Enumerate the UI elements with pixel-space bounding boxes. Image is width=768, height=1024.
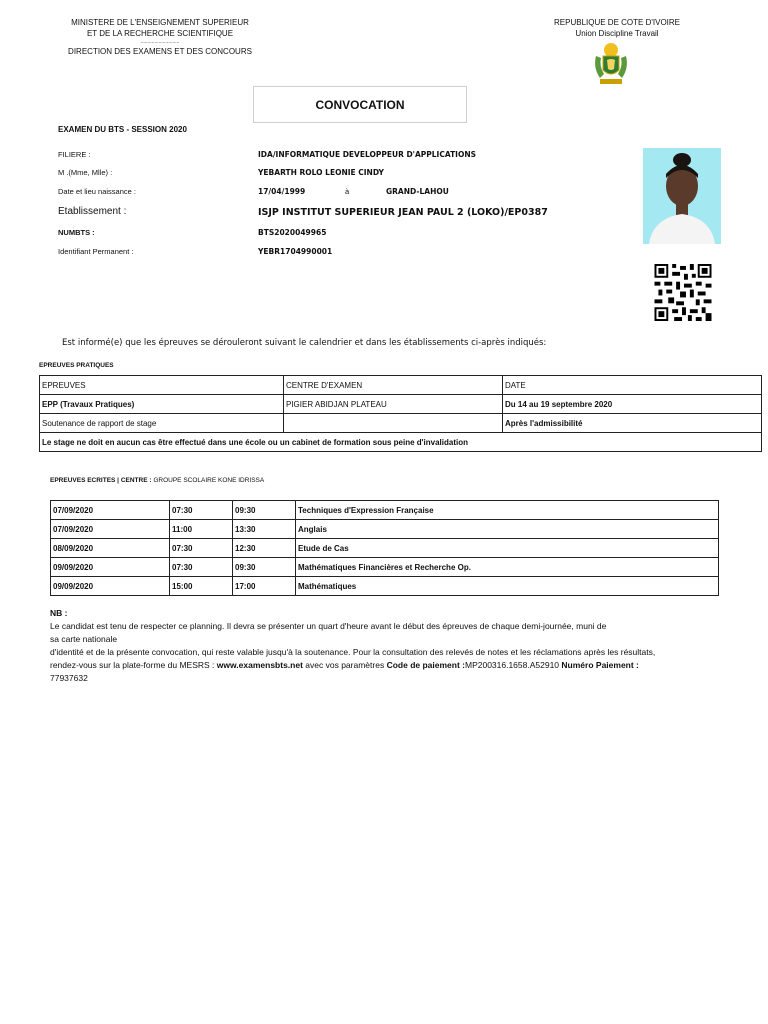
nb-line4b: avec vos paramètres	[305, 660, 385, 670]
exam-end: 17:00	[233, 577, 296, 596]
exam-date: 09/09/2020	[51, 577, 170, 596]
written-table	[50, 500, 719, 596]
page-title: CONVOCATION	[253, 86, 467, 123]
exam-date: 07/09/2020	[51, 520, 170, 539]
inform-text: Est informé(e) que les épreuves se dérouleront suivant le calendrier et dans les établissements ci-après indiqués:	[62, 338, 547, 348]
exam-start: 07:30	[170, 539, 233, 558]
birth-label: Date et lieu naissance :	[58, 187, 136, 196]
nb-line2: sa carte nationale	[50, 634, 118, 644]
nb-line4	[50, 659, 730, 672]
written-label: EPREUVES ECRITES |	[50, 477, 120, 484]
coat-of-arms-icon	[590, 42, 632, 86]
exam-end: 13:30	[233, 520, 296, 539]
nb-title: NB :	[50, 608, 68, 618]
header-date: DATE	[503, 376, 762, 395]
exam-start: 07:30	[170, 558, 233, 577]
ident-value: YEBR1704990001	[258, 247, 333, 256]
exam-date: 09/09/2020	[51, 558, 170, 577]
exam-start: 15:00	[170, 577, 233, 596]
name-label: M .(Mme, Mlle) :	[58, 168, 113, 177]
birth-place: GRAND-LAHOU	[386, 187, 449, 196]
table-row	[51, 558, 719, 577]
ident-label: Identifiant Permanent :	[58, 247, 134, 256]
table-row	[51, 501, 719, 520]
stage-note: Le stage ne doit en aucun cas être effectué dans une école ou un cabinet de formation sous peine d'invalidation	[40, 433, 762, 452]
nb-line4a: rendez-vous sur la plate-forme du MESRS :	[50, 660, 215, 670]
person-icon	[643, 148, 721, 244]
candidate-photo	[643, 148, 721, 244]
exam-subject: Anglais	[296, 520, 719, 539]
table-row	[40, 395, 762, 414]
school-label: Etablissement :	[58, 206, 127, 217]
nb-notice	[50, 607, 730, 685]
table-cell: Après l'admissibilité	[503, 414, 762, 433]
centre-value: GROUPE SCOLAIRE KONE IDRISSA	[153, 477, 265, 484]
centre-label: CENTRE :	[120, 477, 152, 484]
exam-session: EXAMEN DU BTS - SESSION 2020	[58, 125, 187, 134]
ministry-line3: DIRECTION DES EXAMENS ET DES CONCOURS	[68, 47, 252, 56]
school-value: ISJP INSTITUT SUPERIEUR JEAN PAUL 2 (LOKO)/EP0387	[258, 207, 548, 218]
payment-code-label: Code de paiement :	[386, 660, 465, 670]
republic-header	[532, 17, 702, 39]
payment-code-value: MP200316.1658.A52910	[464, 660, 560, 670]
written-section-label	[50, 477, 264, 484]
ministry-line2: ET DE LA RECHERCHE SCIENTIFIQUE	[86, 29, 234, 38]
exam-subject: Etude de Cas	[296, 539, 719, 558]
table-row	[51, 539, 719, 558]
header-epreuves: EPREUVES	[40, 376, 284, 395]
name-value: YEBARTH ROLO LEONIE CINDY	[258, 168, 384, 177]
exam-end: 09:30	[233, 558, 296, 577]
practical-section-label: EPREUVES PRATIQUES	[39, 362, 114, 369]
filiere-label: FILIERE :	[58, 150, 91, 159]
ministry-dots: ............................	[140, 39, 180, 45]
numbts-value: BTS2020049965	[258, 228, 327, 237]
exam-end: 12:30	[233, 539, 296, 558]
exam-date: 07/09/2020	[51, 501, 170, 520]
nb-line1: Le candidat est tenu de respecter ce planning. Il devra se présenter un quart d'heure avant le début des épreuves de chaque demi-journée, muni de	[50, 621, 607, 631]
table-cell	[284, 414, 503, 433]
table-row	[51, 577, 719, 596]
header-centre: CENTRE D'EXAMEN	[284, 376, 503, 395]
qr-code-icon	[654, 264, 712, 321]
exam-date: 08/09/2020	[51, 539, 170, 558]
exam-start: 11:00	[170, 520, 233, 539]
table-cell: EPP (Travaux Pratiques)	[40, 395, 284, 414]
birth-date: 17/04/1999	[258, 187, 306, 196]
exam-subject: Mathématiques	[296, 577, 719, 596]
practical-table	[39, 375, 762, 452]
ministry-header	[60, 17, 260, 57]
payment-number-label: Numéro Paiement :	[561, 660, 639, 670]
table-row	[40, 376, 762, 395]
exam-subject: Techniques d'Expression Française	[296, 501, 719, 520]
exam-subject: Mathématiques Financières et Recherche Op.	[296, 558, 719, 577]
republic-motto: Union Discipline Travail	[575, 29, 659, 38]
ministry-line1: MINISTERE DE L'ENSEIGNEMENT SUPERIEUR	[71, 18, 249, 27]
exam-site-link[interactable]: www.examensbts.net	[216, 660, 303, 670]
exam-end: 09:30	[233, 501, 296, 520]
table-cell: Soutenance de rapport de stage	[40, 414, 284, 433]
payment-number-value: 77937632	[50, 673, 88, 683]
filiere-value: IDA/INFORMATIQUE DEVELOPPEUR D'APPLICATIONS	[258, 150, 477, 159]
table-row	[40, 414, 762, 433]
numbts-label: NUMBTS :	[58, 228, 95, 237]
exam-start: 07:30	[170, 501, 233, 520]
nb-line3: d'identité et de la présente convocation, qui reste valable jusqu'à la soutenance. Pour la consultation des relevés de notes et les réclamations après les résultats,	[50, 647, 656, 657]
birth-separator: à	[345, 187, 350, 196]
republic-line1: REPUBLIQUE DE COTE D'IVOIRE	[554, 18, 680, 27]
table-cell: Du 14 au 19 septembre 2020	[503, 395, 762, 414]
table-cell: PIGIER ABIDJAN PLATEAU	[284, 395, 503, 414]
table-row	[40, 433, 762, 452]
table-row	[51, 520, 719, 539]
